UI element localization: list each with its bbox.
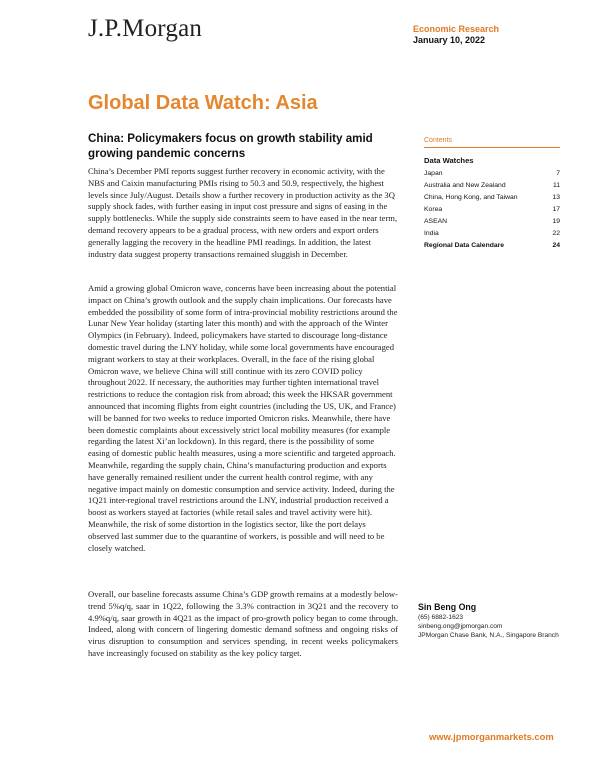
toc-item-page: 22 <box>552 230 560 237</box>
toc-item-page: 19 <box>552 218 560 225</box>
toc-item-label: ASEAN <box>424 218 448 225</box>
toc-item-page: 13 <box>552 194 560 201</box>
page-title: Global Data Watch: Asia <box>88 92 318 114</box>
toc-item-regional-data-calendar[interactable] <box>424 240 560 252</box>
toc-item-india[interactable] <box>424 228 560 240</box>
table-of-contents <box>424 137 560 252</box>
toc-item-label: Australia and New Zealand <box>424 182 506 189</box>
toc-item-label: Regional Data Calendare <box>424 242 505 249</box>
toc-item-japan[interactable] <box>424 168 560 180</box>
contents-section-title: Data Watches <box>424 156 474 165</box>
author-name: Sin Beng Ong <box>418 602 477 612</box>
section-label: Economic Research <box>413 24 500 34</box>
toc-item-page: 11 <box>552 182 560 189</box>
toc-item-page: 7 <box>556 170 560 177</box>
toc-item-china-hong-kong-taiwan[interactable] <box>424 192 560 204</box>
footer-website-link[interactable]: www.jpmorganmarkets.com <box>429 731 554 742</box>
toc-item-label: Japan <box>424 170 443 177</box>
author-email[interactable]: sinbeng.ong@jpmorgan.com <box>418 623 503 630</box>
toc-item-australia-new-zealand[interactable] <box>424 180 560 192</box>
toc-item-page: 17 <box>552 206 560 213</box>
toc-item-label: India <box>424 230 439 237</box>
contents-heading: Contents <box>424 137 560 148</box>
article-paragraph-2: Amid a growing global Omicron wave, concerns have been increasing about the potential impact on China’s growth outlook and the supply chain implications. Our forecasts have embedded the possibility of some form of intra-provincial mobility restrictions around the Lunar New Year holiday (starting later this month) and with the approach of the Winter Olympics (in February). Indeed, policymakers have started to discourage long-distance domestic travel during the LNY holiday, while some local governments have encouraged migrant workers to stay at their workplaces. Overall, in the face of the rising global Omicron wave, we believe China will still continue with its zero COVID policy throughout 2022. If necessary, the authorities may further tighten international travel restrictions to reduce the contagion risk from abroad; this week the HKSAR government announced that incoming flights from eight countries (including the US, UK, and France) will be banned for two weeks to reduce imported Omicron risks. Meanwhile, there have been domestic complaints about excessively strict local mobility measures (for example regarding the latest Xi’an lockdown). In this regard, there is the possibility of some easing of domestic public health measures, using a more scientific and targeted approach. Meanwhile, regarding the supply chain, China’s manufacturing production and exports have generally remained resilient under the current health control regime, with any negative impact mainly on domestic consumption and service activity. Indeed, during the 1Q21 inter-regional travel restrictions around the LNY, industrial production received a boost as workers stayed at factories (while retail sales and travel activity were hit). Meanwhile, the risk of some distortion in the logistics sector, like the port delays observed last summer due to the quarantine of workers, is possible and will need to be closely watched. <box>88 283 398 553</box>
report-header <box>413 24 499 46</box>
toc-item-label: Korea <box>424 206 443 213</box>
report-date: January 10, 2022 <box>413 35 486 45</box>
author-organization: JPMorgan Chase Bank, N.A., Singapore Branch <box>418 632 559 639</box>
toc-item-korea[interactable] <box>424 204 560 216</box>
article-paragraph-1: China’s December PMI reports suggest further recovery in economic activity, with the NBS and Caixin manufacturing PMIs rising to 50.3 and 50.9, respectively, the highest levels since July/August. Details show a further recovery in production activity as the 3Q supply shock fades, with further easing in input cost pressure and signs of easing in the supply bottlenecks. While the supply side constraints seem to have eased in the near term, demand recovery appears to be a gradual process, with new orders and export orders generally lagging the recovery in the headline PMI readings. In addition, the latest industry data suggest property transactions remained sluggish in December. <box>88 166 398 259</box>
author-phone: (65) 6882-1623 <box>418 614 464 621</box>
article-title: China: Policymakers focus on growth stability amid growing pandemic concerns <box>88 132 373 160</box>
toc-item-asean[interactable] <box>424 216 560 228</box>
article-paragraph-3: Overall, our baseline forecasts assume China’s GDP growth remains at a modestly below-trend 5%q/q, saar in 1Q22, following the 3.3% contraction in 3Q21 and the recovery to 4.9%q/q, saar growth in 4Q21 as the impact of pro-growth policy began to come through. Indeed, along with concern of lingering domestic demand softness and ongoing risks of virus disruption to consumption and services spending, in recent weeks policymakers have increasingly focused on stability as the key policy target. <box>88 589 398 658</box>
toc-item-page: 24 <box>552 242 560 249</box>
jpmorgan-logo: J.P.Morgan <box>88 15 203 42</box>
author-block <box>418 602 588 640</box>
toc-item-label: China, Hong Kong, and Taiwan <box>424 194 518 201</box>
